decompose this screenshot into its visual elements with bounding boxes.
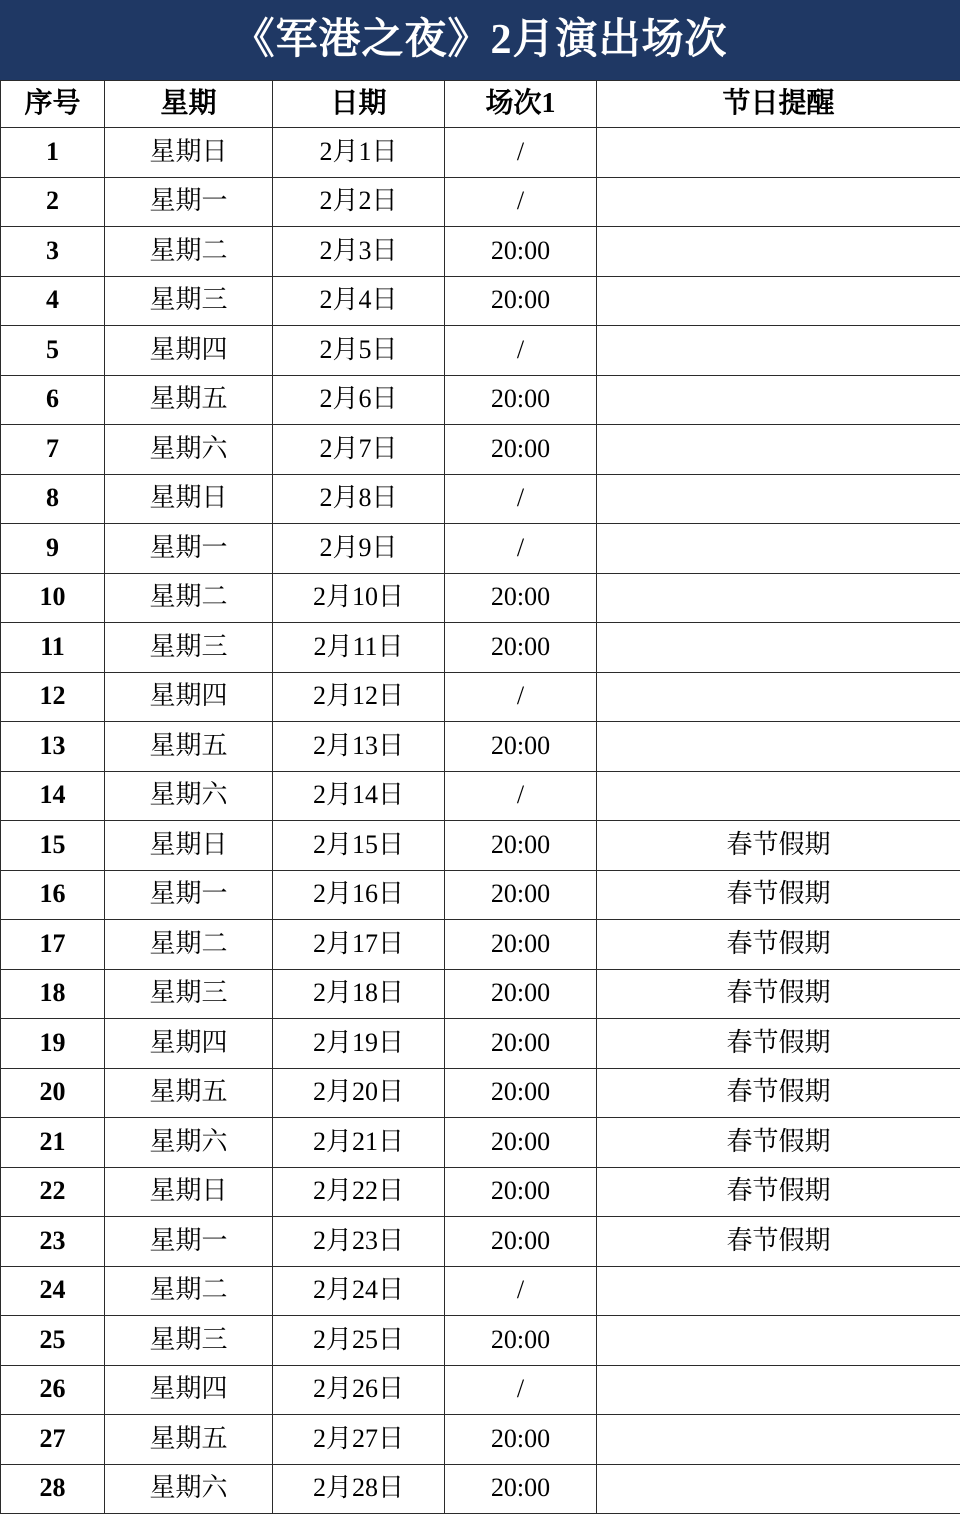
cell-note: 春节假期: [597, 1068, 960, 1118]
cell-weekday: 星期五: [105, 1415, 273, 1465]
cell-weekday: 星期四: [105, 672, 273, 722]
cell-date: 2月28日: [273, 1464, 445, 1514]
cell-weekday: 星期六: [105, 1118, 273, 1168]
table-row: [1, 474, 960, 524]
cell-weekday: 星期四: [105, 1365, 273, 1415]
cell-note: [597, 375, 960, 425]
cell-weekday: 星期日: [105, 474, 273, 524]
cell-weekday: 星期三: [105, 276, 273, 326]
cell-show: 20:00: [445, 1019, 597, 1069]
cell-show: /: [445, 771, 597, 821]
cell-date: 2月9日: [273, 524, 445, 574]
cell-date: 2月15日: [273, 821, 445, 871]
table-row: [1, 722, 960, 772]
cell-weekday: 星期日: [105, 1167, 273, 1217]
table-row: [1, 1167, 960, 1217]
cell-weekday: 星期三: [105, 623, 273, 673]
cell-weekday: 星期六: [105, 1464, 273, 1514]
cell-show: 20:00: [445, 1415, 597, 1465]
cell-index: 16: [1, 870, 105, 920]
cell-note: [597, 623, 960, 673]
cell-index: 20: [1, 1068, 105, 1118]
cell-show: 20:00: [445, 1217, 597, 1267]
cell-note: 春节假期: [597, 870, 960, 920]
column-header-weekday: 星期: [105, 81, 273, 128]
column-header-date: 日期: [273, 81, 445, 128]
table-row: [1, 276, 960, 326]
cell-show: 20:00: [445, 870, 597, 920]
cell-index: 24: [1, 1266, 105, 1316]
cell-show: 20:00: [445, 1118, 597, 1168]
table-row: [1, 1365, 960, 1415]
cell-note: [597, 771, 960, 821]
cell-date: 2月5日: [273, 326, 445, 376]
cell-index: 26: [1, 1365, 105, 1415]
table-row: [1, 177, 960, 227]
table-row: [1, 573, 960, 623]
cell-index: 27: [1, 1415, 105, 1465]
cell-date: 2月12日: [273, 672, 445, 722]
cell-date: 2月25日: [273, 1316, 445, 1366]
cell-show: /: [445, 474, 597, 524]
cell-note: [597, 128, 960, 178]
cell-note: [597, 1464, 960, 1514]
cell-note: 春节假期: [597, 1019, 960, 1069]
cell-index: 17: [1, 920, 105, 970]
cell-index: 21: [1, 1118, 105, 1168]
cell-show: /: [445, 1266, 597, 1316]
cell-index: 18: [1, 969, 105, 1019]
cell-weekday: 星期一: [105, 177, 273, 227]
table-row: [1, 821, 960, 871]
cell-date: 2月23日: [273, 1217, 445, 1267]
cell-index: 6: [1, 375, 105, 425]
cell-show: 20:00: [445, 1464, 597, 1514]
cell-index: 1: [1, 128, 105, 178]
cell-index: 3: [1, 227, 105, 277]
cell-weekday: 星期四: [105, 1019, 273, 1069]
cell-date: 2月3日: [273, 227, 445, 277]
cell-note: [597, 227, 960, 277]
table-row: [1, 524, 960, 574]
cell-date: 2月21日: [273, 1118, 445, 1168]
cell-index: 5: [1, 326, 105, 376]
cell-weekday: 星期五: [105, 1068, 273, 1118]
cell-index: 13: [1, 722, 105, 772]
cell-weekday: 星期一: [105, 524, 273, 574]
cell-weekday: 星期二: [105, 920, 273, 970]
table-header: [1, 81, 960, 128]
cell-index: 23: [1, 1217, 105, 1267]
cell-weekday: 星期六: [105, 771, 273, 821]
table-header-row: [1, 81, 960, 128]
cell-show: 20:00: [445, 573, 597, 623]
cell-weekday: 星期三: [105, 969, 273, 1019]
cell-show: 20:00: [445, 425, 597, 475]
cell-note: [597, 524, 960, 574]
cell-index: 4: [1, 276, 105, 326]
cell-date: 2月16日: [273, 870, 445, 920]
cell-index: 22: [1, 1167, 105, 1217]
table-row: [1, 425, 960, 475]
cell-date: 2月18日: [273, 969, 445, 1019]
cell-show: /: [445, 672, 597, 722]
table-body: [1, 128, 960, 1514]
cell-date: 2月27日: [273, 1415, 445, 1465]
cell-date: 2月10日: [273, 573, 445, 623]
table-row: [1, 375, 960, 425]
cell-index: 14: [1, 771, 105, 821]
cell-show: 20:00: [445, 1316, 597, 1366]
table-row: [1, 1266, 960, 1316]
cell-show: 20:00: [445, 722, 597, 772]
cell-index: 25: [1, 1316, 105, 1366]
cell-weekday: 星期四: [105, 326, 273, 376]
page-title: 《军港之夜》2月演出场次: [232, 19, 727, 61]
cell-note: 春节假期: [597, 969, 960, 1019]
cell-show: 20:00: [445, 623, 597, 673]
cell-show: 20:00: [445, 821, 597, 871]
cell-show: 20:00: [445, 276, 597, 326]
cell-date: 2月13日: [273, 722, 445, 772]
cell-date: 2月11日: [273, 623, 445, 673]
cell-note: [597, 474, 960, 524]
cell-note: 春节假期: [597, 1167, 960, 1217]
cell-date: 2月7日: [273, 425, 445, 475]
table-row: [1, 920, 960, 970]
table-row: [1, 326, 960, 376]
schedule-table: [0, 80, 960, 1514]
cell-date: 2月24日: [273, 1266, 445, 1316]
cell-index: 7: [1, 425, 105, 475]
cell-note: [597, 177, 960, 227]
cell-weekday: 星期五: [105, 722, 273, 772]
cell-note: [597, 1415, 960, 1465]
cell-date: 2月1日: [273, 128, 445, 178]
cell-show: 20:00: [445, 969, 597, 1019]
cell-date: 2月19日: [273, 1019, 445, 1069]
title-bar: [0, 0, 960, 80]
cell-index: 19: [1, 1019, 105, 1069]
table-row: [1, 128, 960, 178]
table-row: [1, 1068, 960, 1118]
cell-weekday: 星期日: [105, 821, 273, 871]
cell-date: 2月20日: [273, 1068, 445, 1118]
table-row: [1, 1019, 960, 1069]
cell-show: 20:00: [445, 375, 597, 425]
column-header-show: 场次1: [445, 81, 597, 128]
cell-date: 2月22日: [273, 1167, 445, 1217]
table-row: [1, 870, 960, 920]
table-row: [1, 1316, 960, 1366]
cell-weekday: 星期一: [105, 870, 273, 920]
table-row: [1, 771, 960, 821]
cell-index: 2: [1, 177, 105, 227]
column-header-index: 序号: [1, 81, 105, 128]
cell-note: 春节假期: [597, 1217, 960, 1267]
cell-weekday: 星期五: [105, 375, 273, 425]
cell-show: /: [445, 524, 597, 574]
cell-show: 20:00: [445, 227, 597, 277]
cell-index: 12: [1, 672, 105, 722]
cell-note: [597, 573, 960, 623]
table-row: [1, 1464, 960, 1514]
cell-weekday: 星期六: [105, 425, 273, 475]
cell-note: 春节假期: [597, 1118, 960, 1168]
cell-note: [597, 326, 960, 376]
cell-weekday: 星期日: [105, 128, 273, 178]
table-row: [1, 227, 960, 277]
table-row: [1, 969, 960, 1019]
cell-weekday: 星期二: [105, 1266, 273, 1316]
cell-index: 8: [1, 474, 105, 524]
table-row: [1, 623, 960, 673]
column-header-note: 节日提醒: [597, 81, 960, 128]
cell-note: [597, 672, 960, 722]
table-row: [1, 1217, 960, 1267]
table-row: [1, 1415, 960, 1465]
cell-date: 2月14日: [273, 771, 445, 821]
table-row: [1, 672, 960, 722]
cell-weekday: 星期二: [105, 227, 273, 277]
cell-date: 2月8日: [273, 474, 445, 524]
cell-note: [597, 1266, 960, 1316]
cell-show: 20:00: [445, 920, 597, 970]
cell-show: /: [445, 128, 597, 178]
cell-date: 2月26日: [273, 1365, 445, 1415]
cell-weekday: 星期三: [105, 1316, 273, 1366]
cell-index: 11: [1, 623, 105, 673]
cell-note: [597, 722, 960, 772]
cell-index: 9: [1, 524, 105, 574]
cell-date: 2月4日: [273, 276, 445, 326]
cell-show: 20:00: [445, 1068, 597, 1118]
cell-note: [597, 425, 960, 475]
cell-weekday: 星期二: [105, 573, 273, 623]
cell-note: 春节假期: [597, 920, 960, 970]
cell-note: 春节假期: [597, 821, 960, 871]
cell-index: 10: [1, 573, 105, 623]
cell-index: 15: [1, 821, 105, 871]
cell-show: /: [445, 326, 597, 376]
cell-note: [597, 1365, 960, 1415]
table-row: [1, 1118, 960, 1168]
cell-index: 28: [1, 1464, 105, 1514]
cell-show: /: [445, 177, 597, 227]
cell-date: 2月6日: [273, 375, 445, 425]
cell-show: 20:00: [445, 1167, 597, 1217]
cell-date: 2月17日: [273, 920, 445, 970]
cell-show: /: [445, 1365, 597, 1415]
cell-weekday: 星期一: [105, 1217, 273, 1267]
cell-date: 2月2日: [273, 177, 445, 227]
cell-note: [597, 276, 960, 326]
cell-note: [597, 1316, 960, 1366]
